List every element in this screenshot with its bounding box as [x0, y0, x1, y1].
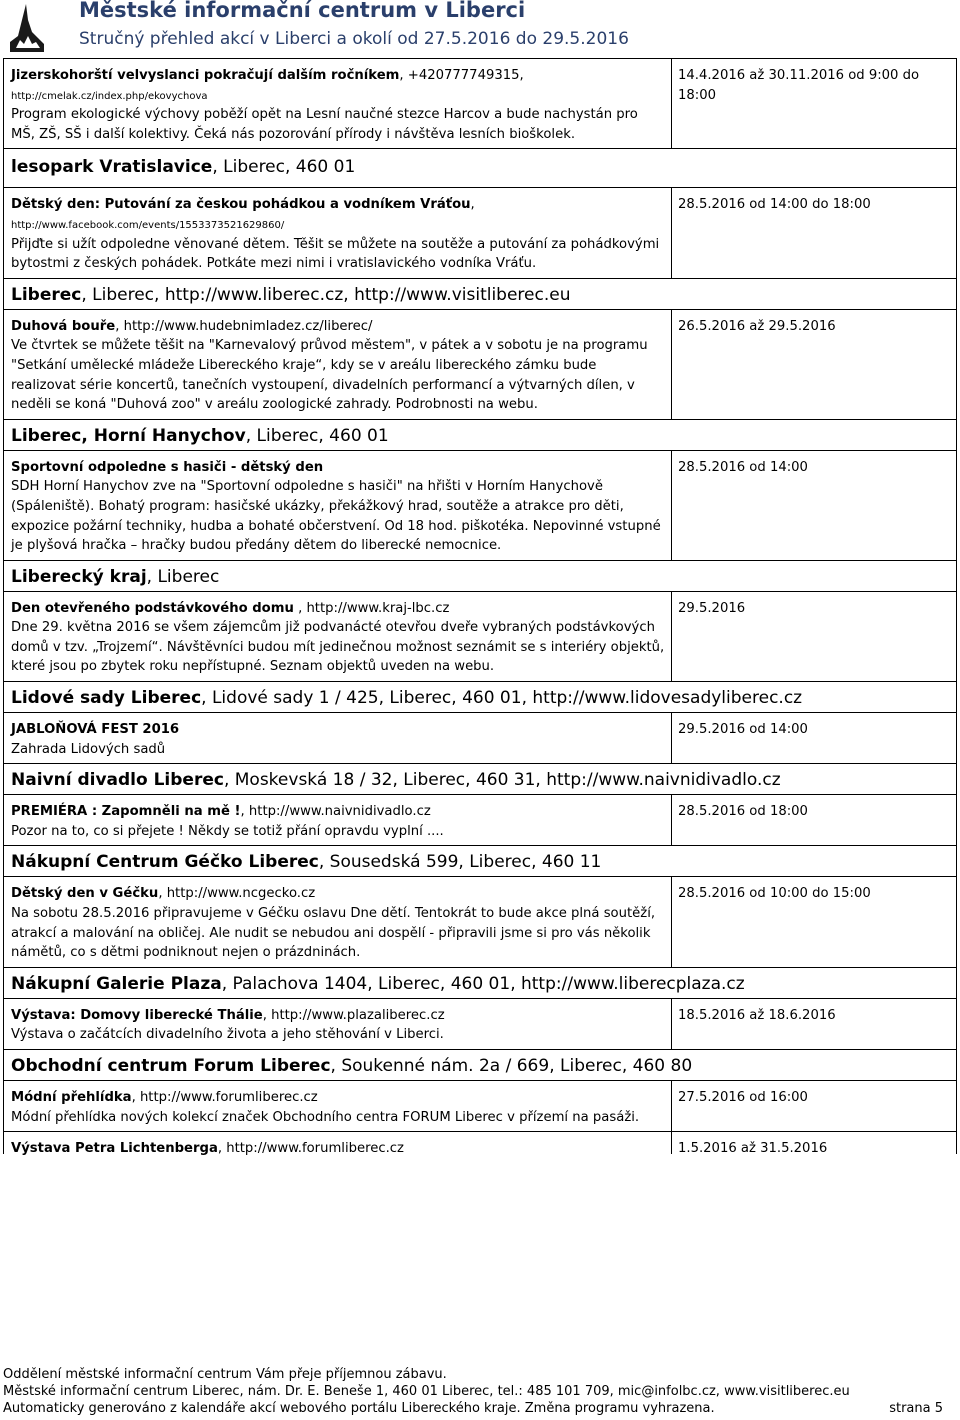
venue-name: Liberec, Horní Hanychov: [11, 425, 246, 446]
event-date: 29.5.2016: [678, 600, 746, 616]
event-url[interactable]: http://www.facebook.com/events/1553373521629860/: [11, 219, 285, 231]
event-row: [3, 1131, 957, 1157]
event-details: [4, 188, 672, 277]
venue-name: lesopark Vratislavice: [11, 157, 213, 178]
venue-header: [3, 148, 957, 187]
event-date: 14.4.2016 až 30.11.2016 od 9:00 do 18:00: [678, 68, 920, 103]
event-name: Sportovní odpoledne s hasiči - dětský den: [11, 459, 324, 475]
event-row: [3, 591, 957, 681]
venue-name: Lidové sady Liberec: [11, 688, 202, 709]
venue-header: [3, 1049, 957, 1080]
event-name: Výstava: Domovy liberecké Thálie: [11, 1007, 263, 1023]
page-number: strana 5: [889, 1401, 943, 1416]
event-row: [3, 58, 957, 148]
venue-name: Nákupní Galerie Plaza: [11, 973, 222, 994]
venue-name: Obchodní centrum Forum Liberec: [11, 1056, 331, 1076]
footer-note: [3, 1400, 957, 1417]
event-date: 27.5.2016 od 16:00: [678, 1090, 808, 1105]
event-details: [4, 59, 672, 148]
event-description: Zahrada Lidových sadů: [11, 741, 166, 757]
event-suffix: ,: [470, 197, 475, 213]
event-row: [3, 187, 957, 277]
event-name: Výstava Petra Lichtenberga: [11, 1141, 218, 1157]
page-footer: [3, 1366, 957, 1417]
event-date: 28.5.2016 od 14:00: [678, 459, 808, 475]
event-name: PREMIÉRA : Zapomněli na mě !: [11, 804, 241, 820]
event-suffix: , http://www.kraj-lbc.cz: [293, 600, 450, 616]
event-name: Duhová bouře: [11, 318, 116, 334]
event-date: 28.5.2016 od 18:00: [678, 804, 808, 820]
event-details: [4, 592, 672, 681]
event-date: 1.5.2016 až 31.5.2016: [678, 1141, 828, 1157]
event-suffix: , http://www.ncgecko.cz: [158, 886, 316, 902]
event-phone: , +420777749315,: [399, 68, 524, 83]
venue-header: [3, 845, 957, 876]
event-row: [3, 1080, 957, 1131]
venue-address: , Liberec: [146, 566, 220, 587]
venue-header: [3, 560, 957, 591]
event-row: [3, 794, 957, 845]
event-description: Výstava o začátcích divadelního života a jeho stěhování v Liberci.: [11, 1027, 444, 1043]
venue-address: , Liberec, http://www.liberec.cz, http://www.visitliberec.eu: [81, 284, 571, 305]
event-suffix: , http://www.plazaliberec.cz: [262, 1007, 445, 1023]
venue-header: [3, 681, 957, 712]
venue-name: Nákupní Centrum Géčko Liberec: [11, 852, 319, 873]
event-details: [4, 310, 672, 419]
event-url[interactable]: http://cmelak.cz/index.php/ekovychova: [11, 90, 208, 102]
venue-name: Liberecký kraj: [11, 566, 147, 587]
event-details: [4, 1132, 672, 1157]
event-details: [4, 999, 672, 1049]
venue-header: [3, 763, 957, 794]
event-description: Přijďte si užít odpoledne věnované dětem. Těšit se můžete na soutěže a putování za pohádkovými bytostmi z českých pohádek. Potkáte mezi nimi i vratislavického vodníka Vráťu.: [11, 236, 660, 272]
venue-header: [3, 419, 957, 450]
event-name: Dětský den: Putování za českou pohádkou a vodníkem Vráťou: [11, 197, 471, 213]
event-details: [4, 1081, 672, 1131]
page-header: [0, 0, 960, 60]
liberec-logo-icon: [6, 2, 48, 54]
venue-address: , Sousedská 599, Liberec, 460 11: [318, 852, 602, 873]
footer-contact: Městské informační centrum Liberec, nám. Dr. E. Beneše 1, 460 01 Liberec, tel.: 485 101 709, mic@infolbc.cz, www.visitliberec.eu: [3, 1384, 850, 1399]
venue-address: , Moskevská 18 / 32, Liberec, 460 31, http://www.naivnidivadlo.cz: [223, 770, 781, 791]
event-description: Na sobotu 28.5.2016 připravujeme v Géčku oslavu Dne dětí. Tentokrát to bude akce plná soutěží, atrakcí a malování na obličej. Ale nudit se nebudou ani dospělí - připravili jsme si pro vás několik námětů, co s dětmi podniknout nejen o prázdninách.: [11, 906, 656, 961]
venue-address: , Lidové sady 1 / 425, Liberec, 460 01, http://www.lidovesadyliberec.cz: [201, 688, 803, 709]
event-details: [4, 795, 672, 845]
event-date: 28.5.2016 od 10:00 do 15:00: [678, 886, 871, 902]
venue-header: [3, 967, 957, 998]
venue-address: , Liberec, 460 01: [245, 425, 389, 446]
event-description: Módní přehlídka nových kolekcí značek Obchodního centra FORUM Liberec v přízemí na pasáži.: [11, 1109, 640, 1125]
event-description: Program ekologické výchovy poběží opět na Lesní naučné stezce Harcov a bude nachystán pro MŠ, ZŠ, SŠ i další kolektivy. Čeká nás pozorování přírody i návštěva lesních bioškolek.: [11, 107, 638, 142]
venue-name: Naivní divadlo Liberec: [11, 770, 224, 791]
event-details: [4, 713, 672, 763]
event-row: [3, 450, 957, 560]
event-row: [3, 998, 957, 1049]
event-suffix: , http://www.hudebnimladez.cz/liberec/: [115, 318, 373, 334]
event-description: Pozor na to, co si přejete ! Někdy se totiž přání opravdu vyplní ....: [11, 823, 444, 839]
venue-header: [3, 278, 957, 309]
event-details: [4, 877, 672, 966]
event-name: Módní přehlídka: [11, 1090, 132, 1105]
event-row: [3, 309, 957, 419]
page-subtitle: Stručný přehled akcí v Liberci a okolí od 27.5.2016 do 29.5.2016: [79, 29, 629, 49]
event-suffix: , http://www.forumliberec.cz: [131, 1090, 318, 1105]
venue-name: Liberec: [11, 284, 82, 305]
event-row: [3, 876, 957, 966]
event-row: [3, 712, 957, 763]
event-description: Dne 29. května 2016 se všem zájemcům již podvanácté otevřou dveře vybraných podstávkových domů v tzv. „Trojzemí“. Návštěvníci budou mít jedinečnou možnost seznámit se s interiéry objektů, které jsou po zbytek roku nepřístupné. Seznam objektů uveden na webu.: [11, 620, 665, 675]
event-suffix: , http://www.forumliberec.cz: [217, 1141, 404, 1157]
event-date: 29.5.2016 od 14:00: [678, 722, 808, 738]
page-title: Městské informační centrum v Liberci: [79, 0, 526, 22]
event-name: Dětský den v Géčku: [11, 886, 159, 902]
venue-address: , Soukenné nám. 2a / 669, Liberec, 460 80: [330, 1056, 693, 1076]
venue-address: , Liberec, 460 01: [212, 157, 356, 178]
footer-disclaimer: Automaticky generováno z kalendáře akcí webového portálu Libereckého kraje. Změna programu vyhrazena.: [3, 1401, 715, 1416]
event-description: SDH Horní Hanychov zve na "Sportovní odpoledne s hasiči" na hřišti v Horním Hanychově (Spáleniště). Bohatý program: hasičské ukázky, překážkový hrad, soutěže a atrakce pro děti, expozice požární techniky, hudba a bohaté občerstvení. Od 18 hod. piškotéka. Nepovinné vstupné je plyšová hračka – hračky budou předány dětem do liberecké nemocnice.: [11, 479, 661, 554]
event-name: Jizerskohorští velvyslanci pokračují dalším ročníkem: [11, 68, 400, 83]
event-date: 18.5.2016 až 18.6.2016: [678, 1007, 836, 1023]
event-date: 28.5.2016 od 14:00 do 18:00: [678, 197, 871, 213]
venue-address: , Palachova 1404, Liberec, 460 01, http://www.liberecplaza.cz: [221, 973, 745, 994]
event-details: [4, 451, 672, 560]
event-name: Den otevřeného podstávkového domu: [11, 600, 294, 616]
event-suffix: , http://www.naivnidivadlo.cz: [240, 804, 431, 820]
events-table: [3, 58, 957, 1157]
event-description: Ve čtvrtek se můžete těšit na "Karnevalový průvod městem", v pátek a v sobotu je na programu "Setkání umělecké mládeže Libereckého kraje“, kdy se v areálu libereckého zámku bude realizovat série koncertů, tanečních vystoupení, divadelních performancí a výtvarných dílen, v neděli se koná "Duhová zoo" v areálu zoologické zahrady. Podrobnosti na webu.: [11, 338, 648, 413]
event-date: 26.5.2016 až 29.5.2016: [678, 318, 836, 334]
footer-greeting: Oddělení městské informační centrum Vám přeje příjemnou zábavu.: [3, 1367, 447, 1382]
event-name: JABLOŇOVÁ FEST 2016: [11, 722, 180, 738]
